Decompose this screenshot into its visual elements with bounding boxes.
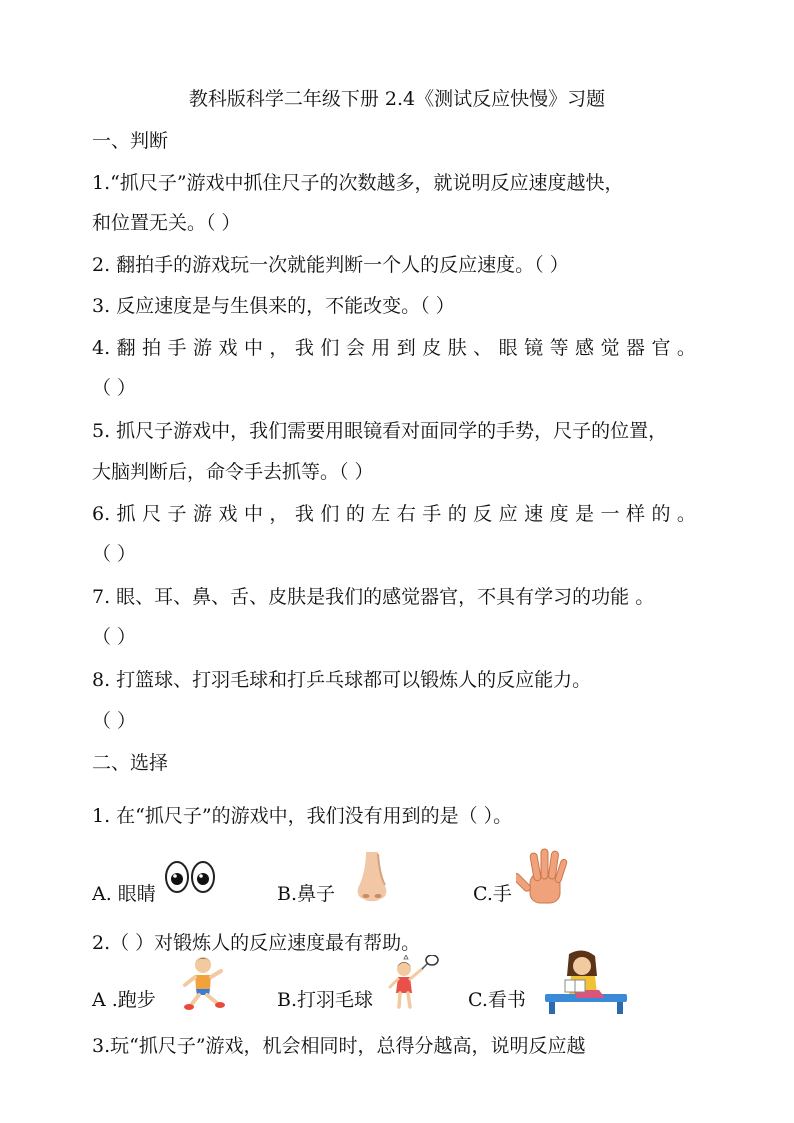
judge-q3: 3. 反应速度是与生俱来的，不能改变。（ ） (92, 295, 455, 317)
q6-char: 左 (371, 503, 391, 525)
q6-char: 是 (575, 503, 595, 525)
q4-char: 们 (320, 337, 340, 359)
q4-char: 、 (473, 337, 493, 359)
judge-q6-answer: （ ） (92, 543, 137, 565)
choice-q1: 1. 在“抓尺子”的游戏中，我们没有用到的是（ ）。 (92, 805, 513, 827)
section-judgement-heading: 一、判断 (92, 130, 169, 152)
running-boy-icon (179, 955, 229, 1017)
q4-char: 觉 (600, 337, 620, 359)
judge-q1-line1: 1.“抓尺子”游戏中抓住尺子的次数越多，就说明反应速度越快， (92, 172, 624, 194)
q6-char: 的 (651, 503, 671, 525)
q6-char: 的 (345, 503, 365, 525)
judge-q1-line2: 和位置无关。（ ） (92, 212, 241, 234)
q6-char: 右 (396, 503, 416, 525)
judge-q4-answer: （ ） (92, 377, 137, 399)
hand-icon (516, 847, 576, 909)
q6-char: 手 (422, 503, 442, 525)
judge-q7-answer: （ ） (92, 626, 137, 648)
q6-char: 们 (320, 503, 340, 525)
q4-char: 拍 (142, 337, 162, 359)
q4-char: 。 (676, 337, 696, 359)
judge-q7-line1: 7. 眼、耳、鼻、舌、皮肤是我们的感觉器官，不具有学习的功能 。 (92, 586, 655, 608)
choice-q3-line1: 3.玩“抓尺子”游戏，机会相同时，总得分越高，说明反应越 (92, 1035, 586, 1057)
nose-icon (352, 852, 394, 908)
q4-char: 到 (396, 337, 416, 359)
q4-char: 感 (575, 337, 595, 359)
page-title: 教科版科学二年级下册 2.4《测试反应快慢》习题 (188, 88, 606, 110)
judge-q6-line1 (92, 501, 696, 527)
q4-char: 4. (92, 337, 111, 359)
judge-q4-line1 (92, 335, 696, 361)
judge-q8-line1: 8. 打篮球、打羽毛球和打乒乓球都可以锻炼人的反应能力。 (92, 669, 592, 691)
q4-char: 我 (294, 337, 314, 359)
q4-char: 翻 (116, 337, 136, 359)
q4-char: 肤 (447, 337, 467, 359)
q6-char: 一 (600, 503, 620, 525)
q4-char: 手 (167, 337, 187, 359)
q4-char: 眼 (498, 337, 518, 359)
q4-char: 中 (243, 337, 263, 359)
q4-char: 等 (549, 337, 569, 359)
q6-char: 抓 (116, 503, 136, 525)
badminton-girl-icon (384, 955, 440, 1019)
q6-char: 我 (294, 503, 314, 525)
choice-q2-option-c: C.看书 (468, 989, 526, 1011)
q4-char: ， (269, 337, 289, 359)
q6-char: 游 (193, 503, 213, 525)
q4-char: 器 (625, 337, 645, 359)
q6-char: 速 (524, 503, 544, 525)
q4-char: 皮 (422, 337, 442, 359)
q4-char: 用 (371, 337, 391, 359)
judge-q5-line1: 5. 抓尺子游戏中，我们需要用眼镜看对面同学的手势，尺子的位置， (92, 420, 668, 442)
q6-char: 尺 (142, 503, 162, 525)
q6-char: 6. (92, 503, 111, 525)
q6-char: 反 (473, 503, 493, 525)
q6-char: 戏 (218, 503, 238, 525)
choice-q2: 2.（ ）对锻炼人的反应速度最有帮助。 (92, 932, 421, 954)
q4-char: 戏 (218, 337, 238, 359)
choice-q1-option-c: C.手 (473, 883, 512, 905)
choice-q1-option-a: A. 眼睛 (92, 883, 156, 905)
judge-q5-line2: 大脑判断后，命令手去抓等。（ ） (92, 461, 374, 483)
q4-char: 会 (345, 337, 365, 359)
q4-char: 官 (651, 337, 671, 359)
q6-char: 中 (243, 503, 263, 525)
q6-char: 度 (549, 503, 569, 525)
choice-q2-option-a: A .跑步 (92, 989, 156, 1011)
q4-char: 镜 (524, 337, 544, 359)
reading-girl-icon (543, 950, 629, 1018)
q6-char: 的 (447, 503, 467, 525)
judge-q2: 2. 翻拍手的游戏玩一次就能判断一个人的反应速度。（ ） (92, 254, 569, 276)
judge-q8-answer: （ ） (92, 710, 137, 732)
q4-char: 游 (193, 337, 213, 359)
q6-char: 应 (498, 503, 518, 525)
q6-char: 。 (676, 503, 696, 525)
choice-q1-option-b: B.鼻子 (277, 883, 336, 905)
eyes-icon (163, 858, 217, 900)
choice-q2-option-b: B.打羽毛球 (277, 989, 374, 1011)
q6-char: 样 (625, 503, 645, 525)
q6-char: ， (269, 503, 289, 525)
q6-char: 子 (167, 503, 187, 525)
section-choice-heading: 二、选择 (92, 752, 169, 774)
